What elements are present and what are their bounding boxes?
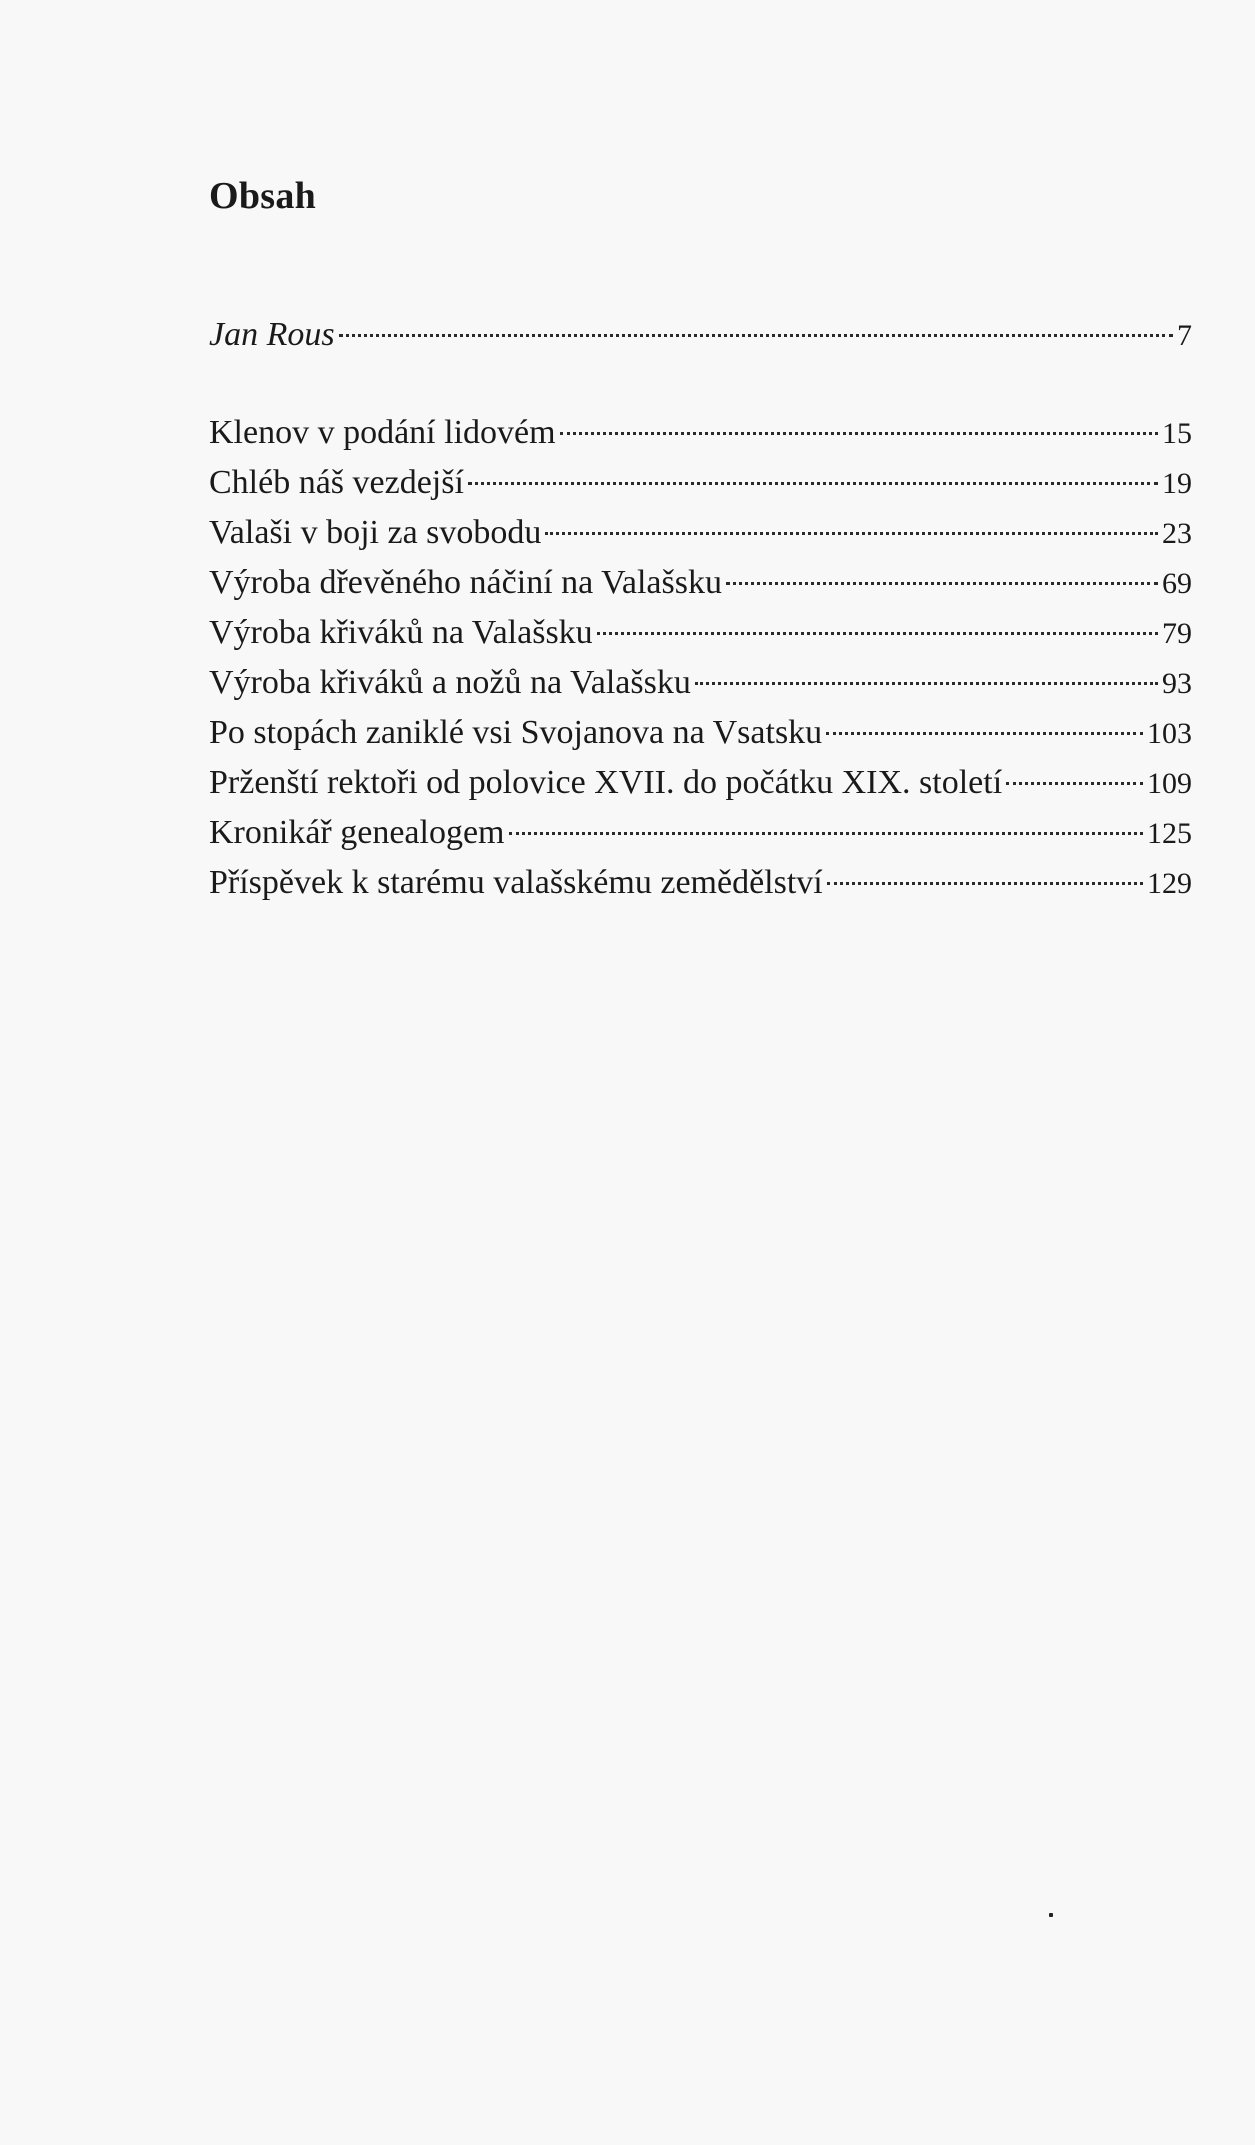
toc-entry[interactable]: [209, 858, 1192, 908]
toc-entry-title: Valaši v boji za svobodu: [209, 514, 542, 551]
toc-entry[interactable]: [209, 558, 1192, 608]
dot-leader: [695, 681, 1158, 685]
page-heading: Obsah: [209, 175, 317, 218]
dot-leader: [726, 581, 1158, 585]
toc-entry[interactable]: [209, 658, 1192, 708]
toc-entry-page: 23: [1162, 517, 1192, 550]
toc-entry[interactable]: [209, 458, 1192, 508]
toc-entry[interactable]: [209, 708, 1192, 758]
toc-entry-page: 19: [1162, 467, 1192, 500]
toc-entry-title: Výroba křiváků a nožů na Valašsku: [209, 664, 691, 701]
toc-entry-title: Klenov v podání lidovém: [209, 414, 556, 451]
toc-entry[interactable]: [209, 508, 1192, 558]
toc-entry-title: Kronikář genealogem: [209, 814, 505, 851]
toc-entry-page: 7: [1177, 319, 1192, 352]
toc-entry[interactable]: [209, 758, 1192, 808]
toc-entry[interactable]: [209, 408, 1192, 458]
stray-ink-mark: [1049, 1913, 1053, 1917]
toc-entry-page: 109: [1147, 767, 1192, 800]
toc-entry[interactable]: [209, 310, 1192, 360]
toc-main-section: [209, 408, 1192, 908]
toc-entry-page: 93: [1162, 667, 1192, 700]
toc-entry-title: Chléb náš vezdejší: [209, 464, 464, 501]
dot-leader: [509, 831, 1144, 835]
toc-entry-page: 79: [1162, 617, 1192, 650]
toc-intro-section: [209, 310, 1192, 360]
dot-leader: [826, 731, 1143, 735]
toc-entry-title: Příspěvek k starému valašskému zemědělství: [209, 864, 823, 901]
dot-leader: [545, 531, 1158, 535]
toc-entry-page: 129: [1147, 867, 1192, 900]
toc-entry-title: Po stopách zaniklé vsi Svojanova na Vsatsku: [209, 714, 823, 751]
dot-leader: [468, 481, 1158, 485]
dot-leader: [597, 631, 1158, 635]
toc-entry-title: Prženští rektoři od polovice XVII. do počátku XIX. století: [209, 764, 1003, 801]
dot-leader: [1006, 781, 1143, 785]
dot-leader: [827, 881, 1143, 885]
dot-leader: [560, 431, 1158, 435]
toc-entry-title: Jan Rous: [209, 316, 335, 353]
toc-entry-page: 125: [1147, 817, 1192, 850]
toc-entry-page: 103: [1147, 717, 1192, 750]
dot-leader: [339, 333, 1173, 337]
toc-entry[interactable]: [209, 608, 1192, 658]
toc-entry[interactable]: [209, 808, 1192, 858]
toc-entry-page: 15: [1162, 417, 1192, 450]
toc-entry-title: Výroba křiváků na Valašsku: [209, 614, 593, 651]
toc-entry-title: Výroba dřevěného náčiní na Valašsku: [209, 564, 722, 601]
toc-entry-page: 69: [1162, 567, 1192, 600]
